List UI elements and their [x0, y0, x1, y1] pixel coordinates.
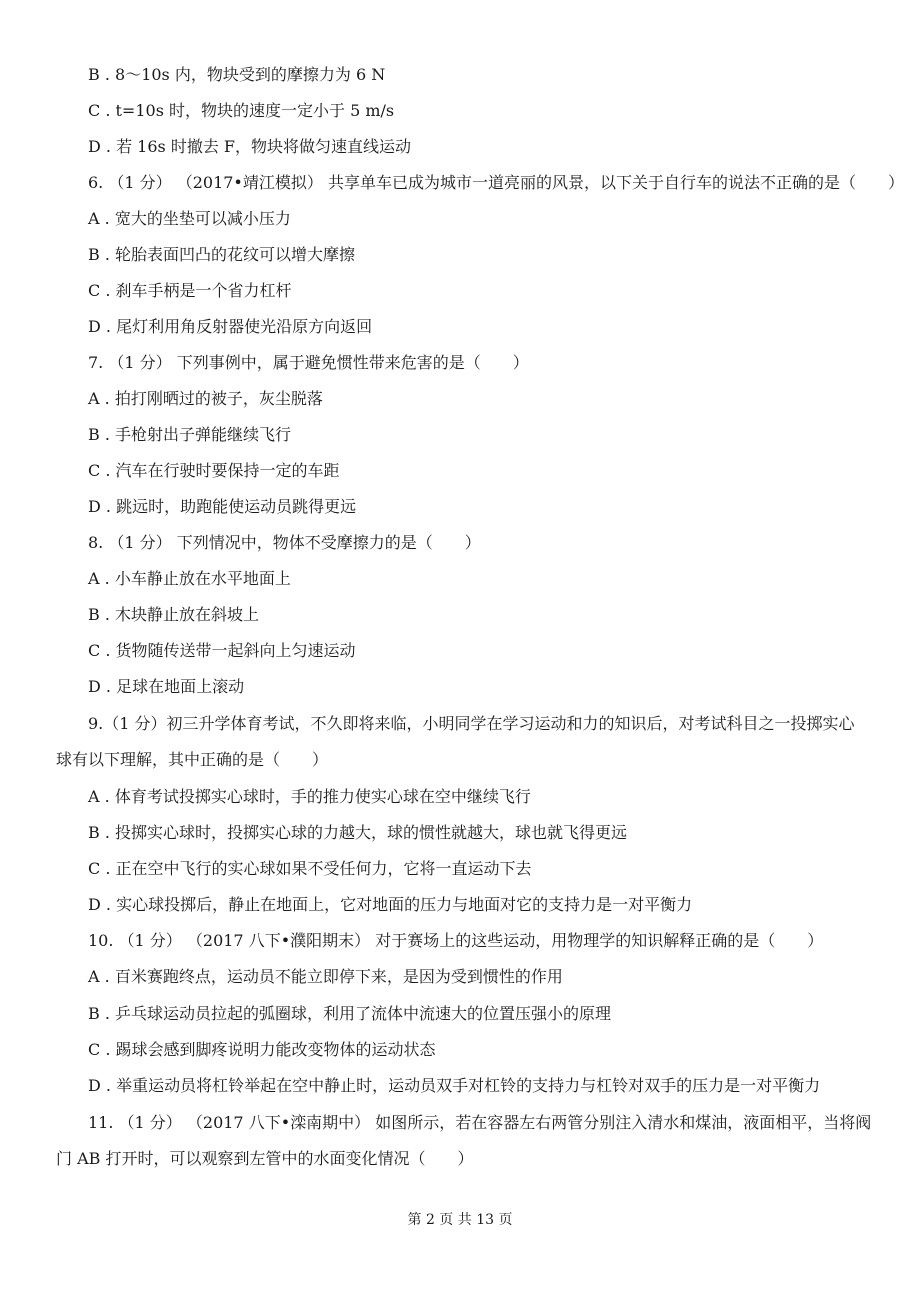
page-footer: 第 2 页 共 13 页 [407, 1212, 513, 1228]
q8-option-c: C . 货物随传送带一起斜向上匀速运动 [88, 641, 356, 660]
q8-option-a: A . 小车静止放在水平地面上 [88, 569, 291, 588]
q5-option-d: D . 若 16s 时撤去 F，物块将做匀速直线运动 [88, 137, 412, 156]
q9-option-a: A . 体育考试投掷实心球时，手的推力使实心球在空中继续飞行 [88, 787, 531, 806]
question-9-stem: 9.（1 分）初三升学体育考试，不久即将来临，小明同学在学习运动和力的知识后，对考试科目之一投掷实心 [88, 714, 855, 733]
q10-option-d: D . 举重运动员将杠铃举起在空中静止时，运动员双手对杠铃的支持力与杠铃对双手的压力是一对平衡力 [88, 1076, 821, 1095]
q7-option-c: C . 汽车在行驶时要保持一定的车距 [88, 461, 340, 480]
q9-option-d: D . 实心球投掷后，静止在地面上，它对地面的压力与地面对它的支持力是一对平衡力 [88, 895, 693, 914]
q8-option-b: B . 木块静止放在斜坡上 [88, 605, 260, 624]
question-11-stem-cont: 门 AB 打开时，可以观察到左管中的水面变化情况（ ） [56, 1149, 474, 1168]
question-10-stem: 10. （1 分） （2017 八下•濮阳期末） 对于赛场上的这些运动，用物理学的知识解释正确的是（ ） [88, 931, 824, 950]
question-6-stem: 6. （1 分） （2017•靖江模拟） 共享单车已成为城市一道亮丽的风景，以下关于自行车的说法不正确的是（ ） [88, 173, 904, 192]
q9-option-c: C . 正在空中飞行的实心球如果不受任何力，它将一直运动下去 [88, 859, 532, 878]
q6-option-a: A . 宽大的坐垫可以减小压力 [88, 209, 291, 228]
q10-option-c: C . 踢球会感到脚疼说明力能改变物体的运动状态 [88, 1040, 436, 1059]
q6-option-b: B . 轮胎表面凹凸的花纹可以增大摩擦 [88, 245, 356, 264]
q7-option-d: D . 跳远时，助跑能使运动员跳得更远 [88, 497, 357, 516]
q5-option-c: C . t=10s 时，物块的速度一定小于 5 m/s [88, 101, 395, 120]
question-7-stem: 7. （1 分） 下列事例中，属于避免惯性带来危害的是（ ） [88, 353, 529, 372]
q6-option-c: C . 刹车手柄是一个省力杠杆 [88, 281, 292, 300]
q7-option-a: A . 拍打刚晒过的被子，灰尘脱落 [88, 389, 323, 408]
q8-option-d: D . 足球在地面上滚动 [88, 677, 245, 696]
question-9-stem-cont: 球有以下理解，其中正确的是（ ） [56, 750, 329, 769]
question-11-stem: 11. （1 分） （2017 八下•滦南期中） 如图所示，若在容器左右两管分别注入清水和煤油，液面相平，当将阀 [88, 1113, 872, 1132]
q10-option-b: B . 乒乓球运动员拉起的弧圈球，利用了流体中流速大的位置压强小的原理 [88, 1004, 612, 1023]
q5-option-b: B . 8～10s 内，物块受到的摩擦力为 6 N [88, 65, 386, 84]
q7-option-b: B . 手枪射出子弹能继续飞行 [88, 425, 292, 444]
question-8-stem: 8. （1 分） 下列情况中，物体不受摩擦力的是（ ） [88, 533, 481, 552]
q6-option-d: D . 尾灯利用角反射器使光沿原方向返回 [88, 317, 373, 336]
q9-option-b: B . 投掷实心球时，投掷实心球的力越大，球的惯性就越大，球也就飞得更远 [88, 823, 628, 842]
q10-option-a: A . 百米赛跑终点，运动员不能立即停下来，是因为受到惯性的作用 [88, 967, 563, 986]
